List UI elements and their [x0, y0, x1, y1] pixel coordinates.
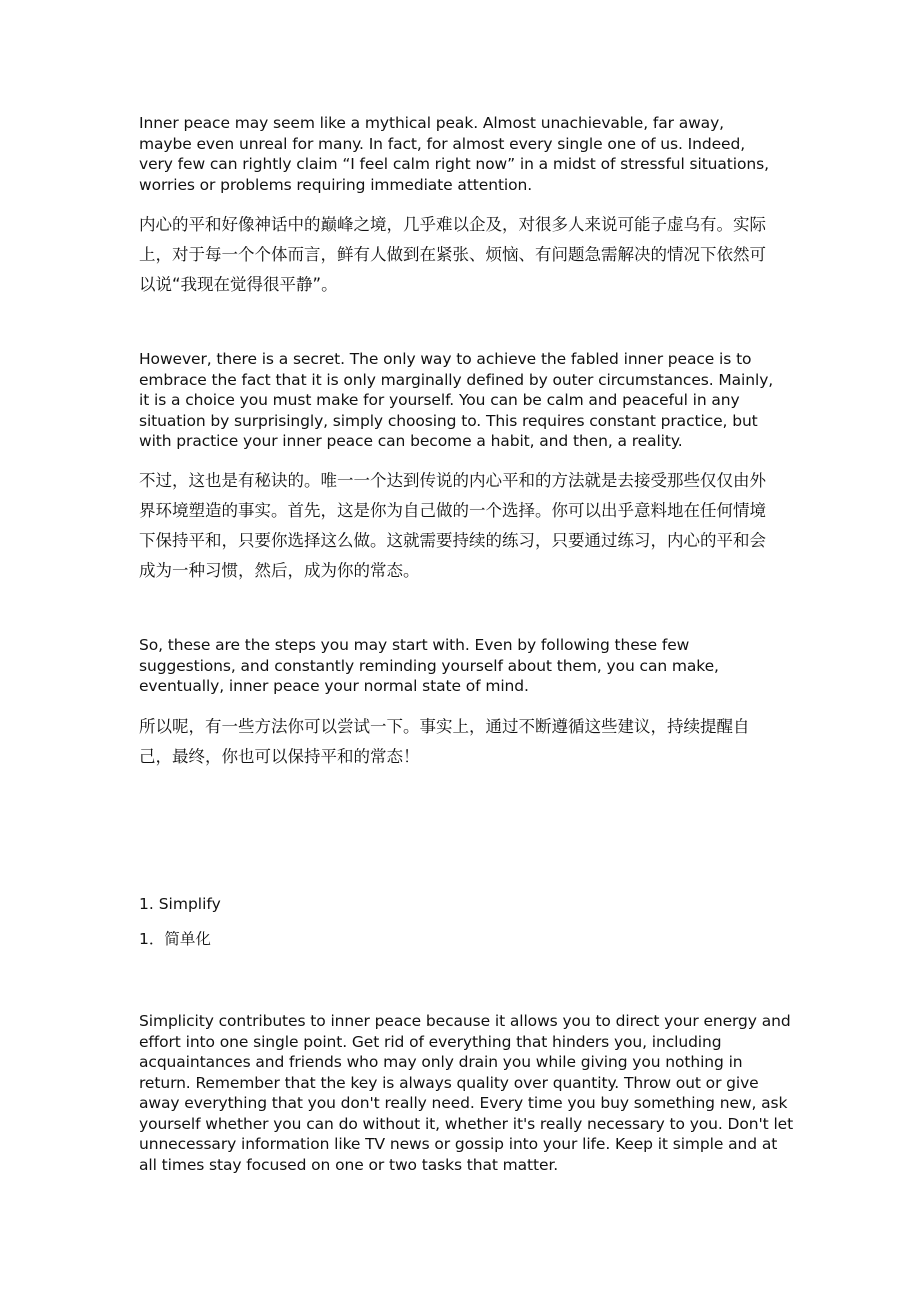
paragraph-english-simplicity: Simplicity contributes to inner peace because it allows you to direct your energy and effort into one single point. Get rid of everything that hinders you, including acquaintances and friends who may only drain you while giving you nothing in return. Remember that the key is always quality over quantity. Throw out or give away everything that you don't really need. Every time you buy something new, ask yourself whether you can do without it, whether it's really necessary to you. Don't let unnecessary information like TV news or gossip into your life. Keep it simple and at all times stay focused on one or two tasks that matter. — [139, 1012, 794, 1174]
paragraph-english-intro: Inner peace may seem like a mythical peak. Almost unachievable, far away, maybe even unreal for many. In fact, for almost every single one of us. Indeed, very few can rightly claim “I feel calm right now” in a midst of stressful situations, worries or problems requiring immediate attention. — [139, 114, 769, 194]
paragraph-chinese-intro: 内心的平和好像神话中的巅峰之境，几乎难以企及，对很多人来说可能子虚乌有。实际上，对于每一个个体而言，鲜有人做到在紧张、烦恼、有问题急需解决的情况下依然可以说“我现在觉得很平静”。 — [139, 215, 766, 294]
paragraph-chinese-steps: 所以呢，有一些方法你可以尝试一下。事实上，通过不断遵循这些建议，持续提醒自己，最终，你也可以保持平和的常态！ — [139, 717, 750, 766]
paragraph-chinese-secret: 不过，这也是有秘诀的。唯一一个达到传说的内心平和的方法就是去接受那些仅仅由外界环境塑造的事实。首先，这是你为自己做的一个选择。你可以出乎意料地在任何情境下保持平和，只要你选择这么做。这就需要持续的练习，只要通过练习，内心的平和会成为一种习惯，然后，成为你的常态。 — [139, 471, 766, 580]
section-heading-chinese-simplify: 1．简单化 — [139, 930, 211, 948]
section-heading-english-simplify: 1. Simplify — [139, 895, 221, 913]
paragraph-english-secret: However, there is a secret. The only way to achieve the fabled inner peace is to embrace the fact that it is only marginally defined by outer circumstances. Mainly, it is a choice you must make for yourself. You can be calm and peaceful in any situation by surprisingly, simply choosing to. This requires constant practice, but with practice your inner peace can become a habit, and then, a reality. — [139, 350, 774, 450]
paragraph-english-steps: So, these are the steps you may start with. Even by following these few suggestions, and constantly reminding yourself about them, you can make, eventually, inner peace your normal state of mind. — [139, 636, 719, 695]
